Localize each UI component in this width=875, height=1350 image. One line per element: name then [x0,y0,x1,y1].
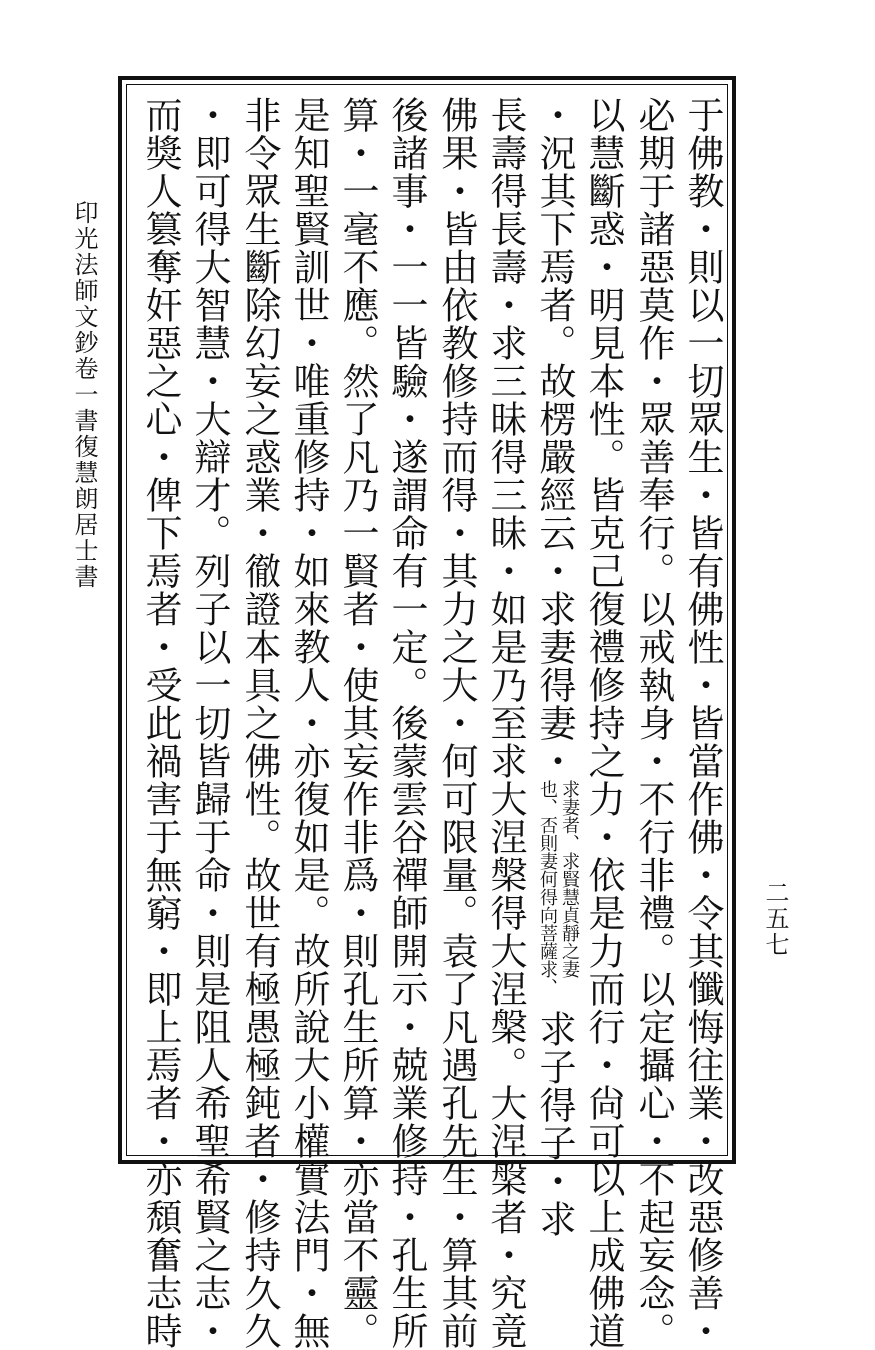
text-column-11: ・即可得大智慧・大辯才。列子以一切皆歸于命・則是阻人希聖希賢之志・ [188,96,231,1350]
column-4-after: 求子得子・求 [533,1010,576,1238]
text-column-10: 非令眾生斷除幻妄之惑業・徹證本具之佛性。故世有極愚極鈍者・修持久久 [238,96,281,1350]
inline-annotation: 求妻者、求賢慧貞靜之妻也、否則妻何得向菩薩求、 [537,780,580,996]
section-label: 書 [70,408,98,434]
margin-header [69,200,99,720]
text-column-2: 必期于諸惡莫作・眾善奉行。以戒執身・不行非禮。以定攝心・不起妄念。 [632,96,675,1350]
column-4-before: ・況其下焉者。故楞嚴經云・求妻得妻・ [533,96,576,780]
page-number: 二五七 [761,880,789,958]
text-column-3: 以慧斷惑・明見本性。皆克己復禮修持之力・依是力而行・尙可以上成佛道 [582,96,625,1350]
text-column-5: 長壽得長壽・求三昧得三昧・如是乃至求大涅槃得大涅槃。大涅槃者・究竟 [484,96,527,1350]
text-column-9: 是知聖賢訓世・唯重修持・如來教人・亦復如是。故所說大小權實法門・無 [287,96,330,1350]
text-column-8: 算・一毫不應。然了凡乃一賢者・使其妄作非爲・則孔生所算・亦當不靈。 [336,96,379,1350]
text-column-1: 于佛教・則以一切眾生・皆有佛性・皆當作佛・令其懺悔往業・改惡修善・ [681,96,724,1350]
text-column-4 [528,96,580,1238]
text-column-7: 後諸事・一一皆驗・遂謂命有一定。後蒙雲谷禪師開示・兢業修持・孔生所 [385,96,428,1350]
text-column-12: 而獎人篡奪奸惡之心・俾下焉者・受此禍害于無窮・即上焉者・亦頹奮志時 [139,96,182,1350]
letter-title: 復慧朗居士書 [70,434,98,590]
text-column-6: 佛果・皆由依教修持而得・其力之大・何可限量。袁了凡遇孔先生・算其前 [435,96,478,1350]
book-title: 印光法師文鈔卷一 [70,200,98,408]
